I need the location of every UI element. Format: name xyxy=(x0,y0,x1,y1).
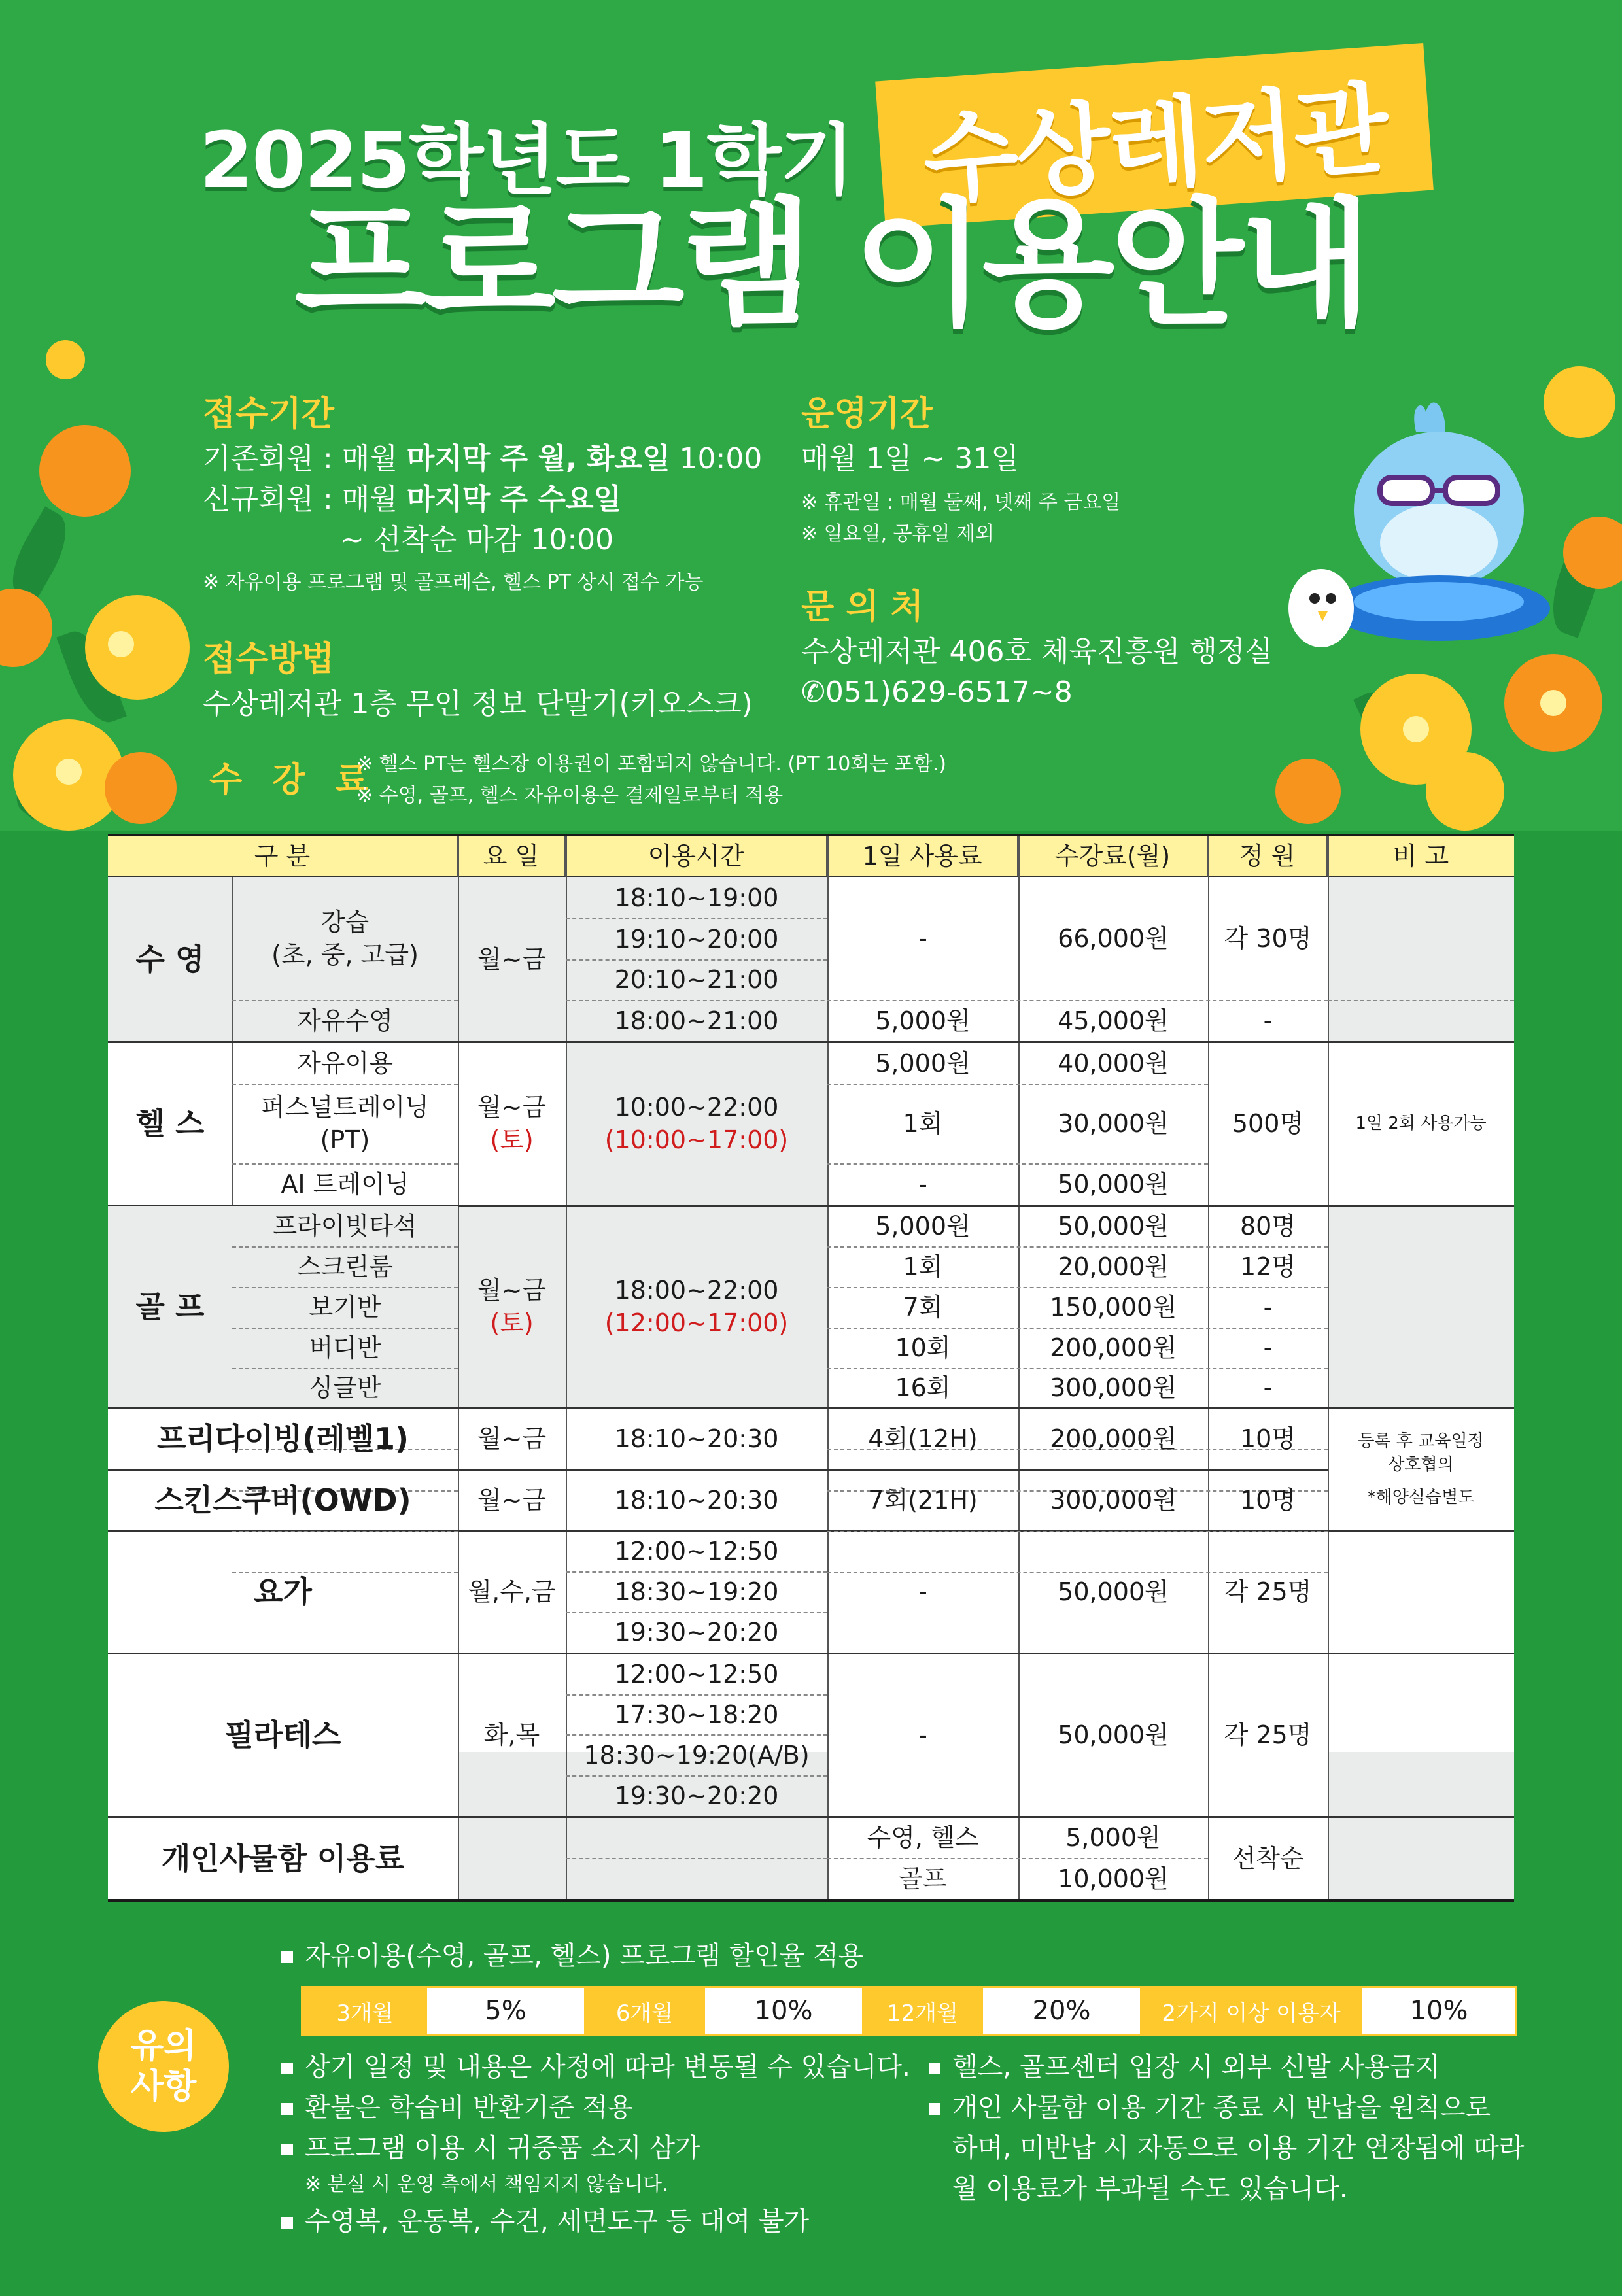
scuba-daily: 7회(21H) xyxy=(868,1485,978,1515)
notice-left-list xyxy=(281,2047,910,2242)
yoga-time-1: 12:00~12:50 xyxy=(614,1537,779,1566)
golf-days: 월~금 (토) xyxy=(477,1276,547,1337)
contact-place: 수상레저관 406호 체육진흥원 행정실 xyxy=(801,635,1273,668)
freediving-name: 프리다이빙(레벨1) xyxy=(156,1421,409,1456)
golf-fee-3: 150,000원 xyxy=(1050,1293,1177,1322)
discount-table xyxy=(301,1986,1517,2036)
contact-info xyxy=(801,579,1273,713)
health-row-1: 자유이용 xyxy=(297,1048,393,1078)
freediving-capacity: 10명 xyxy=(1239,1424,1296,1453)
yoga-time-3: 19:30~20:20 xyxy=(614,1618,779,1647)
fee-note-1: ※ 헬스 PT는 헬스장 이용권이 포함되지 않습니다. (PT 10회는 포함.) xyxy=(356,753,947,776)
th-category: 구 분 xyxy=(108,836,458,877)
method-heading: 접수방법 xyxy=(203,640,334,679)
phone-icon: ✆ xyxy=(801,676,825,709)
golf-cap-4: - xyxy=(1263,1333,1273,1362)
golf-fee-2: 20,000원 xyxy=(1058,1252,1169,1281)
yoga-time-2: 18:30~19:20 xyxy=(614,1577,779,1606)
reception-method xyxy=(203,631,753,725)
pilates-time-4: 19:30~20:20 xyxy=(614,1781,779,1810)
yoga-capacity: 각 25명 xyxy=(1224,1577,1312,1606)
discount-period-2: 6개월 xyxy=(615,2000,674,2027)
golf-row-5: 싱글반 xyxy=(232,1368,458,1407)
reception-note: ※ 자유이용 프로그램 및 골프레슨, 헬스 PT 상시 접수 가능 xyxy=(203,571,704,594)
swim-free-time: 18:00~21:00 xyxy=(614,1006,779,1035)
contact-heading: 문 의 처 xyxy=(801,587,923,626)
reception-heading: 접수기간 xyxy=(203,394,334,434)
golf-daily-3: 7회 xyxy=(903,1293,943,1322)
golf-daily-5: 16회 xyxy=(895,1373,951,1402)
notice-item-6: 개인 사물함 이용 기간 종료 시 반납을 원칙으로 xyxy=(929,2087,1525,2128)
scuba-days: 월~금 xyxy=(477,1485,547,1515)
discount-title: 자유이용(수영, 골프, 헬스) 프로그램 할인율 적용 xyxy=(281,1936,863,1976)
swim-days: 월~금 xyxy=(477,944,547,974)
discount-rate-2: 10% xyxy=(705,1988,862,2034)
discount-period-3: 12개월 xyxy=(887,2000,958,2027)
operation-period xyxy=(801,386,1120,550)
health-remark: 1일 2회 사용가능 xyxy=(1355,1114,1487,1133)
contact-phone-row xyxy=(801,672,1273,713)
category-golf: 골 프 xyxy=(108,1206,232,1407)
health-daily-3: - xyxy=(918,1169,927,1199)
golf-daily-4: 10회 xyxy=(895,1333,951,1362)
swim-time-2: 19:10~20:00 xyxy=(614,924,779,953)
pilates-time-3: 18:30~19:20(A/B) xyxy=(583,1741,810,1770)
operation-note-2: ※ 일요일, 공휴일 제외 xyxy=(801,523,995,545)
golf-row-3: 보기반 xyxy=(232,1287,458,1328)
pilates-fee: 50,000원 xyxy=(1058,1721,1169,1749)
category-swim: 수 영 xyxy=(135,941,205,977)
golf-fee-5: 300,000원 xyxy=(1050,1373,1177,1402)
pilates-capacity: 각 25명 xyxy=(1224,1721,1312,1749)
fee-notes xyxy=(356,749,946,812)
yoga-days: 월,수,금 xyxy=(468,1577,556,1606)
swim-lesson-daily: - xyxy=(918,924,927,953)
health-fee-2: 30,000원 xyxy=(1058,1109,1169,1138)
swim-free-capacity: - xyxy=(1263,1006,1273,1035)
th-monthly-fee: 수강료(월) xyxy=(1018,836,1208,877)
operation-note-1: ※ 휴관일 : 매월 둘째, 넷째 주 금요일 xyxy=(801,491,1121,514)
golf-cap-5: - xyxy=(1263,1373,1273,1402)
scuba-capacity: 10명 xyxy=(1239,1485,1296,1515)
new-members: 신규회원 : 매월 마지막 주 수요일 xyxy=(203,483,621,516)
pilates-name: 필라테스 xyxy=(224,1717,341,1753)
swim-free-fee: 45,000원 xyxy=(1058,1006,1169,1035)
operation-text: 매월 1일 ~ 31일 xyxy=(801,442,1019,475)
notice-right-list xyxy=(929,2047,1525,2209)
th-time: 이용시간 xyxy=(566,836,827,877)
golf-fee-4: 200,000원 xyxy=(1050,1333,1177,1362)
health-fee-3: 50,000원 xyxy=(1058,1169,1169,1199)
fee-heading: 수 강 료 xyxy=(209,761,377,800)
locker-fee-1: 5,000원 xyxy=(1065,1823,1161,1852)
freediving-days: 월~금 xyxy=(477,1424,547,1453)
notice-item-2: 환불은 학습비 반환기준 적용 xyxy=(281,2087,910,2128)
freediving-fee: 200,000원 xyxy=(1050,1424,1177,1453)
existing-members: 기존회원 : 매월 마지막 주 월, 화요일 10:00 xyxy=(203,442,763,475)
pilates-time-2: 17:30~18:20 xyxy=(614,1700,779,1729)
swim-free-daily: 5,000원 xyxy=(875,1006,971,1035)
operation-heading: 운영기간 xyxy=(801,394,933,434)
swim-time-3: 20:10~21:00 xyxy=(614,965,779,994)
diving-remark: 등록 후 교육일정 상호협의 *해양실습별도 xyxy=(1358,1431,1484,1507)
fee-table xyxy=(108,834,1514,1902)
scuba-fee: 300,000원 xyxy=(1050,1485,1177,1515)
swim-lesson: 강습 (초, 중, 고급) xyxy=(271,908,419,969)
golf-cap-2: 12명 xyxy=(1239,1252,1296,1281)
fee-note-2: ※ 수영, 골프, 헬스 자유이용은 결제일로부터 적용 xyxy=(356,784,784,807)
discount-period-4: 2가지 이상 이용자 xyxy=(1162,2000,1341,2027)
pilates-time-1: 12:00~12:50 xyxy=(614,1660,779,1688)
discount-rate-1: 5% xyxy=(427,1988,584,2034)
notice-item-1: 상기 일정 및 내용은 사정에 따라 변동될 수 있습니다. xyxy=(281,2047,910,2087)
health-daily-2: 1회 xyxy=(903,1109,943,1138)
health-days: 월~금 (토) xyxy=(477,1093,547,1154)
swim-free: 자유수영 xyxy=(297,1006,393,1035)
golf-row-1: 프라이빗타석 xyxy=(232,1206,458,1246)
locker-type-1: 수영, 헬스 xyxy=(867,1823,979,1852)
discount-period-1: 3개월 xyxy=(336,2000,394,2027)
golf-daily-1: 5,000원 xyxy=(875,1212,971,1241)
yoga-daily: - xyxy=(918,1577,927,1606)
scuba-name: 스킨스쿠버(OWD) xyxy=(154,1482,411,1518)
th-daily-fee: 1일 사용료 xyxy=(827,836,1018,877)
discount-rate-4: 10% xyxy=(1362,1988,1515,2034)
swim-time-1: 18:10~19:00 xyxy=(614,883,779,912)
header-semester: 2025학년도 1학기 xyxy=(199,115,854,205)
yoga-fee: 50,000원 xyxy=(1058,1577,1169,1606)
notice-item-5: 헬스, 골프센터 입장 시 외부 신발 사용금지 xyxy=(929,2047,1525,2087)
health-row-3: AI 트레이닝 xyxy=(281,1169,409,1199)
health-capacity: 500명 xyxy=(1232,1109,1304,1138)
notice-item-6-line-3: 월 이용료가 부과될 수도 있습니다. xyxy=(952,2174,1348,2204)
swim-lesson-capacity: 각 30명 xyxy=(1224,924,1312,953)
contact-phone: 051)629-6517~8 xyxy=(825,676,1073,709)
locker-fee-2: 10,000원 xyxy=(1058,1864,1169,1893)
golf-cap-3: - xyxy=(1263,1293,1273,1322)
pilates-days: 화,목 xyxy=(483,1721,540,1749)
th-days: 요 일 xyxy=(458,836,566,877)
golf-fee-1: 50,000원 xyxy=(1058,1212,1169,1241)
golf-cap-1: 80명 xyxy=(1239,1212,1296,1241)
health-fee-1: 40,000원 xyxy=(1058,1048,1169,1078)
freediving-time: 18:10~20:30 xyxy=(614,1424,779,1453)
scuba-time: 18:10~20:30 xyxy=(614,1485,779,1515)
swim-lesson-fee: 66,000원 xyxy=(1058,924,1169,953)
freediving-daily: 4회(12H) xyxy=(868,1424,978,1453)
golf-row-2: 스크린룸 xyxy=(232,1246,458,1287)
bullet-icon xyxy=(281,1951,293,1963)
notice-item-3-sub: ※ 분실 시 운영 측에서 책임지지 않습니다. xyxy=(305,2173,668,2196)
health-row-2: 퍼스널트레이닝 (PT) xyxy=(261,1093,429,1154)
new-members-deadline: ~ 선착순 마감 10:00 xyxy=(340,523,614,557)
locker-capacity: 선착순 xyxy=(1232,1843,1304,1873)
notice-item-4: 수영복, 운동복, 수건, 세면도구 등 대여 불가 xyxy=(281,2201,910,2242)
golf-daily-2: 1회 xyxy=(903,1252,943,1281)
health-time: 10:00~22:00 (10:00~17:00) xyxy=(604,1093,789,1154)
th-remarks: 비 고 xyxy=(1328,836,1514,877)
facility-name: 수상레저관 xyxy=(920,71,1390,218)
health-daily-1: 5,000원 xyxy=(875,1048,971,1078)
notice-item-3: 프로그램 이용 시 귀중품 소지 삼가 xyxy=(281,2128,910,2168)
golf-row-4: 버디반 xyxy=(232,1328,458,1368)
whale-mascot-illustration xyxy=(1282,392,1557,674)
method-text: 수상레저관 1층 무인 정보 단말기(키오스크) xyxy=(203,687,753,721)
page-title: 프로그램 이용안내 xyxy=(294,184,1368,345)
golf-time: 18:00~22:00 (12:00~17:00) xyxy=(604,1276,789,1337)
locker-name: 개인사물함 이용료 xyxy=(161,1840,405,1876)
category-health: 헬 스 xyxy=(135,1106,205,1141)
pilates-daily: - xyxy=(918,1721,927,1749)
reception-period xyxy=(203,386,762,598)
yoga-name: 요가 xyxy=(254,1574,312,1609)
discount-rate-3: 20% xyxy=(983,1988,1140,2034)
locker-type-2: 골프 xyxy=(899,1864,947,1893)
th-capacity: 정 원 xyxy=(1208,836,1328,877)
notice-badge: 유의 사항 xyxy=(98,2001,229,2132)
notice-item-6-line-2: 하며, 미반납 시 자동으로 이용 기간 연장됨에 따라 xyxy=(952,2133,1525,2163)
